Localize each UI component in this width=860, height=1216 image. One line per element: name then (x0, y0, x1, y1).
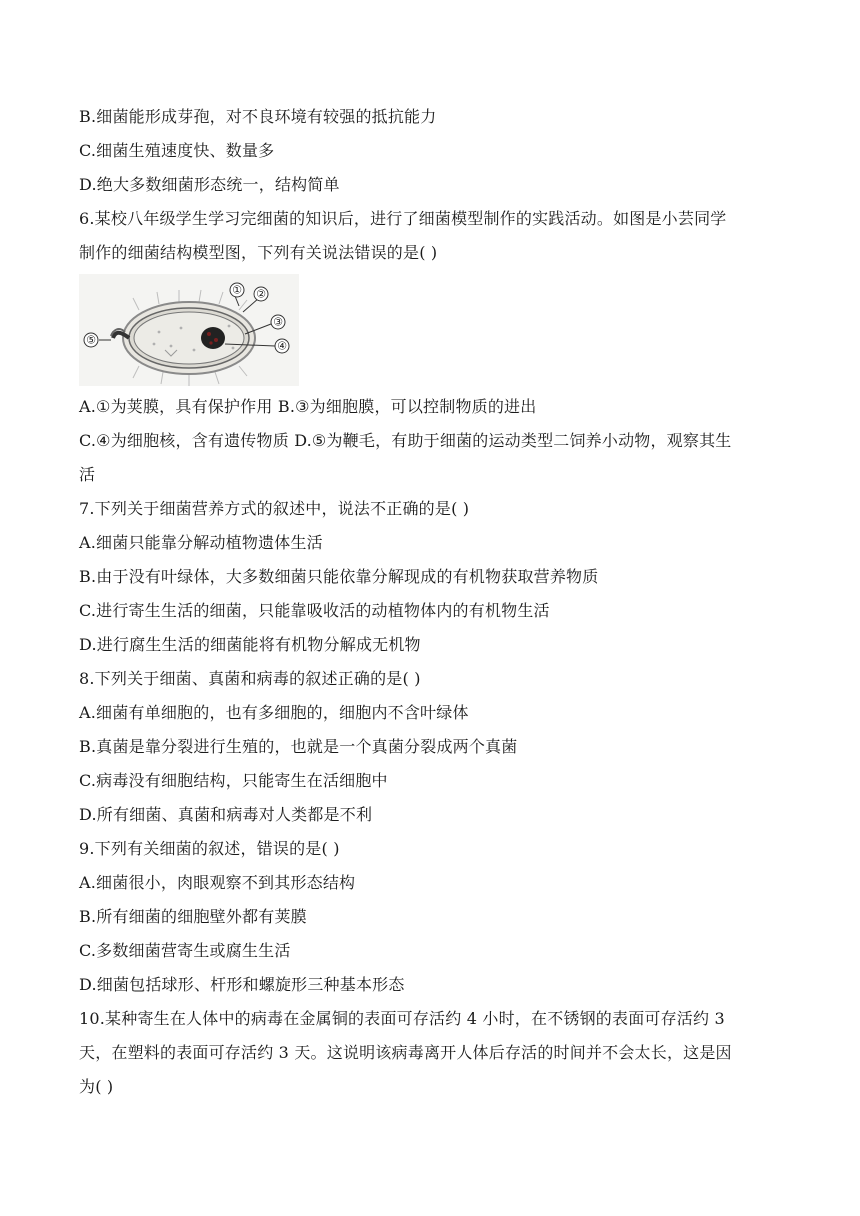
question-6-stem-line-1: 6.某校八年级学生学习完细菌的知识后，进行了细菌模型制作的实践活动。如图是小芸同学 (79, 209, 727, 228)
option-6cd: C.④为细胞核，含有遗传物质 D.⑤为鞭毛，有助于细菌的运动类型二饲养小动物，观察其生 (79, 431, 732, 450)
option-7d: D.进行腐生生活的细菌能将有机物分解成无机物 (79, 635, 421, 654)
label-2: ② (256, 287, 266, 301)
option-8b: B.真菌是靠分裂进行生殖的，也就是一个真菌分裂成两个真菌 (79, 737, 518, 756)
question-10-stem-line-2: 天，在塑料的表面可存活约 3 天。这说明该病毒离开人体后存活的时间并不会太长，这是因 (79, 1043, 732, 1062)
option-9b: B.所有细菌的细胞壁外都有荚膜 (79, 907, 307, 926)
option-9a: A.细菌很小，肉眼观察不到其形态结构 (79, 873, 356, 892)
question-10-stem-line-3: 为( ) (79, 1077, 114, 1096)
label-5: ⑤ (86, 333, 96, 347)
option-9d: D.细菌包括球形、杆形和螺旋形三种基本形态 (79, 975, 405, 994)
option-7a: A.细菌只能靠分解动植物遗体生活 (79, 533, 323, 552)
question-10-stem-line-1: 10.某种寄生在人体中的病毒在金属铜的表面可存活约 4 小时，在不锈钢的表面可存活约 3 (79, 1009, 725, 1028)
option-6ab: A.①为荚膜，具有保护作用 B.③为细胞膜，可以控制物质的进出 (79, 397, 537, 416)
question-9-stem: 9.下列有关细菌的叙述，错误的是( ) (79, 839, 340, 858)
document-page (79, 100, 789, 1104)
option-7c: C.进行寄生生活的细菌，只能靠吸收活的动植物体内的有机物生活 (79, 601, 550, 620)
bacteria-structure-figure (79, 274, 299, 386)
option-8a: A.细菌有单细胞的，也有多细胞的，细胞内不含叶绿体 (79, 703, 469, 722)
question-7-stem: 7.下列关于细菌营养方式的叙述中，说法不正确的是( ) (79, 499, 470, 518)
label-1: ① (232, 283, 242, 297)
option-5c: C.细菌生殖速度快、数量多 (79, 141, 275, 160)
question-6-stem-line-2: 制作的细菌结构模型图，下列有关说法错误的是( ) (79, 243, 438, 262)
option-7b: B.由于没有叶绿体，大多数细菌只能依靠分解现成的有机物获取营养物质 (79, 567, 599, 586)
option-8d: D.所有细菌、真菌和病毒对人类都是不利 (79, 805, 373, 824)
option-6cd-cont: 活 (79, 465, 96, 484)
option-8c: C.病毒没有细胞结构，只能寄生在活细胞中 (79, 771, 388, 790)
bacteria-diagram (79, 274, 299, 386)
option-9c: C.多数细菌营寄生或腐生生活 (79, 941, 291, 960)
question-8-stem: 8.下列关于细菌、真菌和病毒的叙述正确的是( ) (79, 669, 421, 688)
option-5d: D.绝大多数细菌形态统一，结构简单 (79, 175, 340, 194)
label-3: ③ (273, 315, 283, 329)
option-5b: B.细菌能形成芽孢，对不良环境有较强的抵抗能力 (79, 107, 437, 126)
label-4: ④ (277, 339, 287, 353)
